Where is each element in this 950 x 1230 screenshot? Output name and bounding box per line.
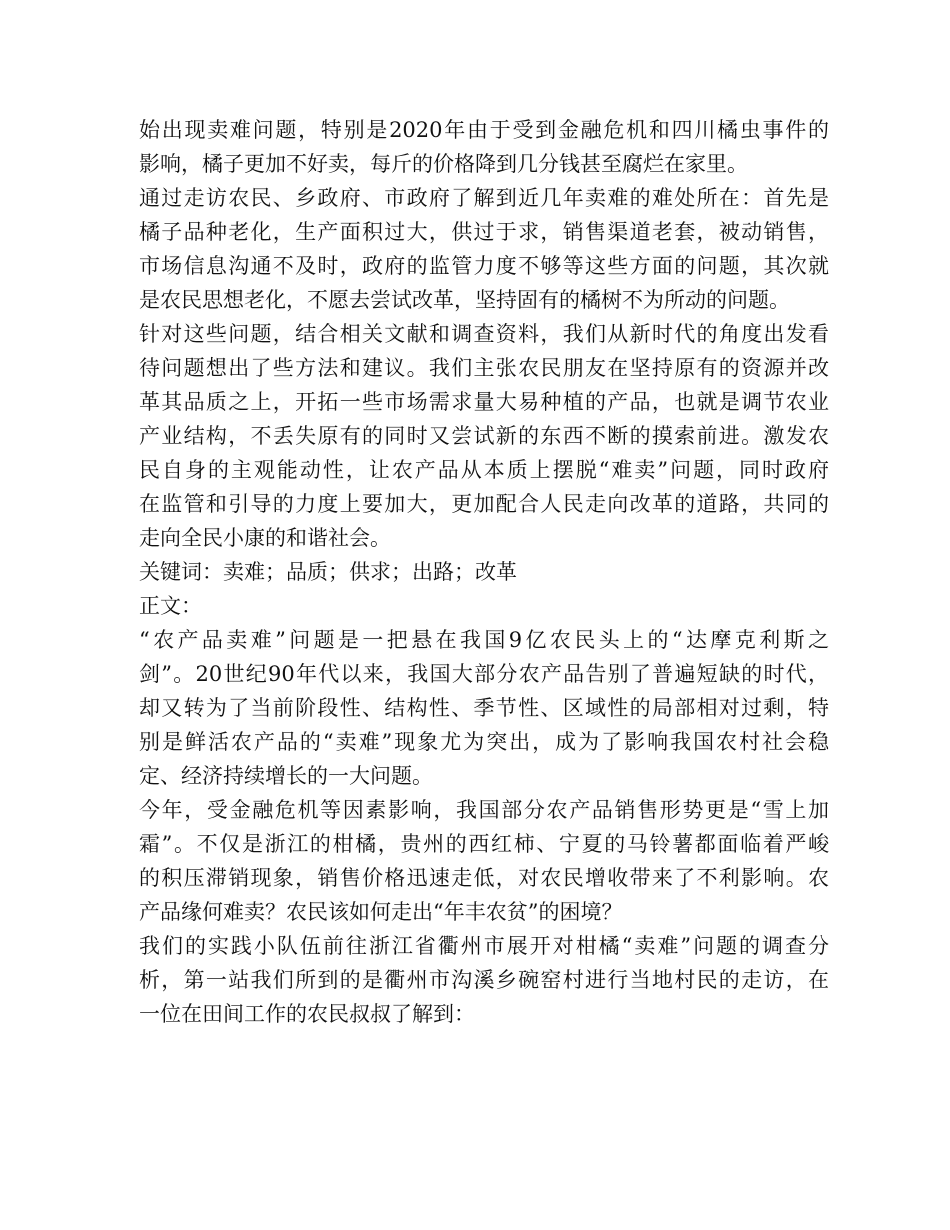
text-line: 霜”。不仅是浙江的柑橘，贵州的西红柿、宁夏的马铃薯都面临着严峻	[139, 832, 829, 856]
text-line: 别是鲜活农产品的“卖难”现象尤为突出，成为了影响我国农村社会稳	[139, 730, 829, 754]
text-line: 产业结构，不丢失原有的同时又尝试新的东西不断的摸索前进。激发农	[139, 424, 829, 448]
text-line: 民自身的主观能动性，让农产品从本质上摆脱“难卖”问题，同时政府	[139, 458, 829, 482]
text-line: 我们的实践小队伍前往浙江省衢州市展开对柑橘“卖难”问题的调查分	[139, 934, 829, 958]
text-line: 在监管和引导的力度上要加大，更加配合人民走向改革的道路，共同的	[139, 492, 829, 516]
text-line: 是农民思想老化，不愿去尝试改革，坚持固有的橘树不为所动的问题。	[139, 288, 790, 312]
document-body	[139, 113, 829, 1031]
text-line: 待问题想出了些方法和建议。我们主张农民朋友在坚持原有的资源并改	[139, 356, 829, 380]
text-line: 影响，橘子更加不好卖，每斤的价格降到几分钱甚至腐烂在家里。	[139, 152, 748, 176]
text-line: 一位在田间工作的农民叔叔了解到：	[139, 1002, 475, 1026]
text-line: 橘子品种老化，生产面积过大，供过于求，销售渠道老套，被动销售，	[139, 220, 829, 244]
section-heading: 正文：	[139, 594, 202, 618]
text-line: 针对这些问题，结合相关文献和调查资料，我们从新时代的角度出发看	[139, 322, 829, 346]
text-line: 革其品质之上，开拓一些市场需求量大易种植的产品，也就是调节农业	[139, 390, 829, 414]
text-line: 却又转为了当前阶段性、结构性、季节性、区域性的局部相对过剩，特	[139, 696, 829, 720]
text-line: 走向全民小康的和谐社会。	[139, 526, 391, 550]
keywords-line: 关键词：卖难；品质；供求；出路；改革	[139, 560, 517, 584]
text-line: 通过走访农民、乡政府、市政府了解到近几年卖难的难处所在：首先是	[139, 186, 829, 210]
text-line: 剑”。20世纪90年代以来，我国大部分农产品告别了普遍短缺的时代，	[139, 662, 829, 686]
text-line: 产品缘何难卖？农民该如何走出“年丰农贫”的困境？	[139, 900, 623, 924]
text-line: 定、经济持续增长的一大问题。	[139, 764, 433, 788]
text-line: 析，第一站我们所到的是衢州市沟溪乡碗窑村进行当地村民的走访，在	[139, 968, 829, 992]
text-line: 市场信息沟通不及时，政府的监管力度不够等这些方面的问题，其次就	[139, 254, 829, 278]
text-line: “农产品卖难”问题是一把悬在我国9亿农民头上的“达摩克利斯之	[139, 628, 829, 652]
text-line: 今年，受金融危机等因素影响，我国部分农产品销售形势更是“雪上加	[139, 798, 829, 822]
text-line: 始出现卖难问题，特别是2020年由于受到金融危机和四川橘虫事件的	[139, 118, 829, 142]
text-line: 的积压滞销现象，销售价格迅速走低，对农民增收带来了不利影响。农	[139, 866, 829, 890]
